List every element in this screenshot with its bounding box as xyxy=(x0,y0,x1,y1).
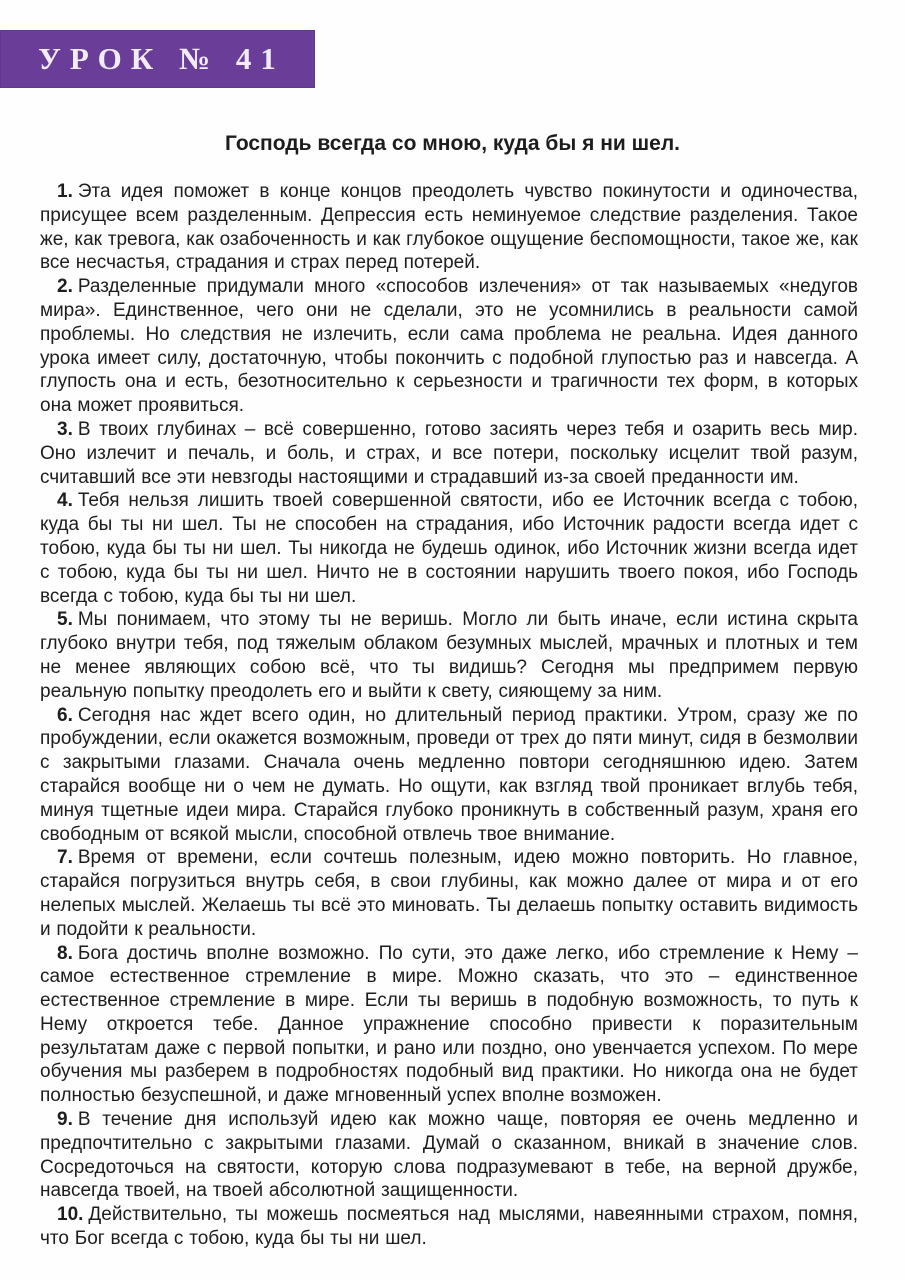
paragraph-number: 2. xyxy=(57,276,73,298)
paragraph-text: Время от времени, если сочтешь полезным, идею можно повторить. Но главное, старайся погрузиться внутрь себя, в свои глубины, как можно далее от мира и от его нелепых мыслей. Желаешь ты всё это миновать. Ты делаешь попытку оставить видимость и подойти к реальности. xyxy=(40,847,858,940)
paragraph-7 xyxy=(40,846,858,941)
paragraph-text: В твоих глубинах – всё совершенно, готово засиять через тебя и озарить весь мир. Оно излечит и печаль, и боль, и страх, и все потери, поскольку исцелит твой разум, считавший все эти невзгоды настоящими и страдавший из-за своей преданности им. xyxy=(40,418,858,488)
paragraph-6 xyxy=(40,704,858,847)
paragraph-text: Разделенные придумали много «способов излечения» от так называемых «недугов мира». Единственное, чего они не сделали, это не усомнились в реальности самой проблемы. Но следствия не излечить, если сама проблема не реальна. Идея данного урока имеет силу, достаточную, чтобы покончить с подобной глупостью раз и навсегда. А глупость она и есть, безотносительно к серьезности и трагичности тех форм, в которых она может проявиться. xyxy=(40,276,858,417)
paragraph-4 xyxy=(40,489,858,608)
paragraph-3 xyxy=(40,418,858,489)
paragraph-number: 1. xyxy=(57,181,73,202)
paragraph-number: 9. xyxy=(57,1109,73,1131)
lesson-title: Господь всегда со мною, куда бы я ни шел. xyxy=(224,132,681,155)
paragraph-text: В течение дня используй идею как можно чаще, повторяя ее очень медленно и предпочтительно с закрытыми глазами. Думай о сказанном, вникай в значение слов. Сосредоточься на святости, которую слова подразумевают в тебе, на верной дружбе, навсегда твоей, на твоей абсолютной защищенности. xyxy=(40,1109,858,1202)
paragraph-text: Действительно, ты можешь посмеяться над мыслями, навеянными страхом, помня, что Бог всегда с тобою, куда бы ты ни шел. xyxy=(40,1204,858,1250)
paragraph-9 xyxy=(40,1108,858,1203)
paragraph-number: 3. xyxy=(57,418,73,440)
paragraph-text: Тебя нельзя лишить твоей совершенной святости, ибо ее Источник всегда с тобою, куда бы ты ни шел. Ты не способен на страдания, ибо Источник радости всегда идет с тобою, куда бы ты ни шел. Ты никогда не будешь одинок, ибо Источник жизни всегда идет с тобою, куда бы ты ни шел. Ничто не в состоянии нарушить твоего покоя, ибо Господь всегда с тобою, куда бы ты ни шел. xyxy=(40,490,858,607)
paragraph-number: 5. xyxy=(57,609,73,631)
paragraph-text: Сегодня нас ждет всего один, но длительный период практики. Утром, сразу же по пробуждении, если окажется возможным, проведи от трех до пяти минут, сидя в безмолвии с закрытыми глазами. Сначала очень медленно повтори сегодняшнюю идею. Затем старайся вообще ни о чем не думать. Но ощути, как взгляд твой проникает вглубь тебя, минуя тщетные идеи мира. Старайся глубоко проникнуть в собственный разум, храня его свободным от всякой мысли, способной отвлечь твое внимание. xyxy=(40,704,858,845)
paragraph-8 xyxy=(40,942,858,1109)
paragraph-2 xyxy=(40,275,858,418)
lesson-badge xyxy=(0,30,315,88)
paragraph-number: 7. xyxy=(57,847,73,869)
paragraph-number: 4. xyxy=(57,490,73,512)
paragraph-10 xyxy=(40,1203,858,1251)
paragraph-text: Бога достичь вполне возможно. По сути, это даже легко, ибо стремление к Нему – самое естественное стремление в мире. Можно сказать, что это – единственное естественное стремление в мире. Если ты веришь в подобную возможность, то путь к Нему откроется тебе. Данное упражнение способно привести к поразительным результатам даже с первой попытки, и рано или поздно, оно увенчается успехом. По мере обучения мы разберем в подробностях подобный вид практики. Но никогда она не будет полностью безуспешной, и даже мгновенный успех вполне возможен. xyxy=(40,942,858,1107)
lesson-badge-label: УРОК № 41 xyxy=(38,41,285,76)
paragraph-text: Эта идея поможет в конце концов преодолеть чувство покинутости и одиночества, присущее всем разделенным. Депрессия есть неминуемое следствие разделения. Такое же, как тревога, как озабоченность и как глубокое ощущение беспомощности, такое же, как все несчастья, страдания и страх перед потерей. xyxy=(40,181,858,274)
paragraph-number: 6. xyxy=(57,704,73,726)
paragraph-text: Мы понимаем, что этому ты не веришь. Могло ли быть иначе, если истина скрыта глубоко внутри тебя, под тяжелым облаком безумных мыслей, мрачных и плотных и тем не менее являющих собою всё, что ты видишь? Сегодня мы предпримем первую реальную попытку преодолеть его и выйти к свету, сияющему за ним. xyxy=(40,609,858,702)
paragraph-number: 8. xyxy=(57,942,73,964)
paragraph-number: 10. xyxy=(57,1204,84,1226)
paragraph-1 xyxy=(40,180,858,275)
lesson-body xyxy=(40,180,858,1251)
paragraph-5 xyxy=(40,608,858,703)
